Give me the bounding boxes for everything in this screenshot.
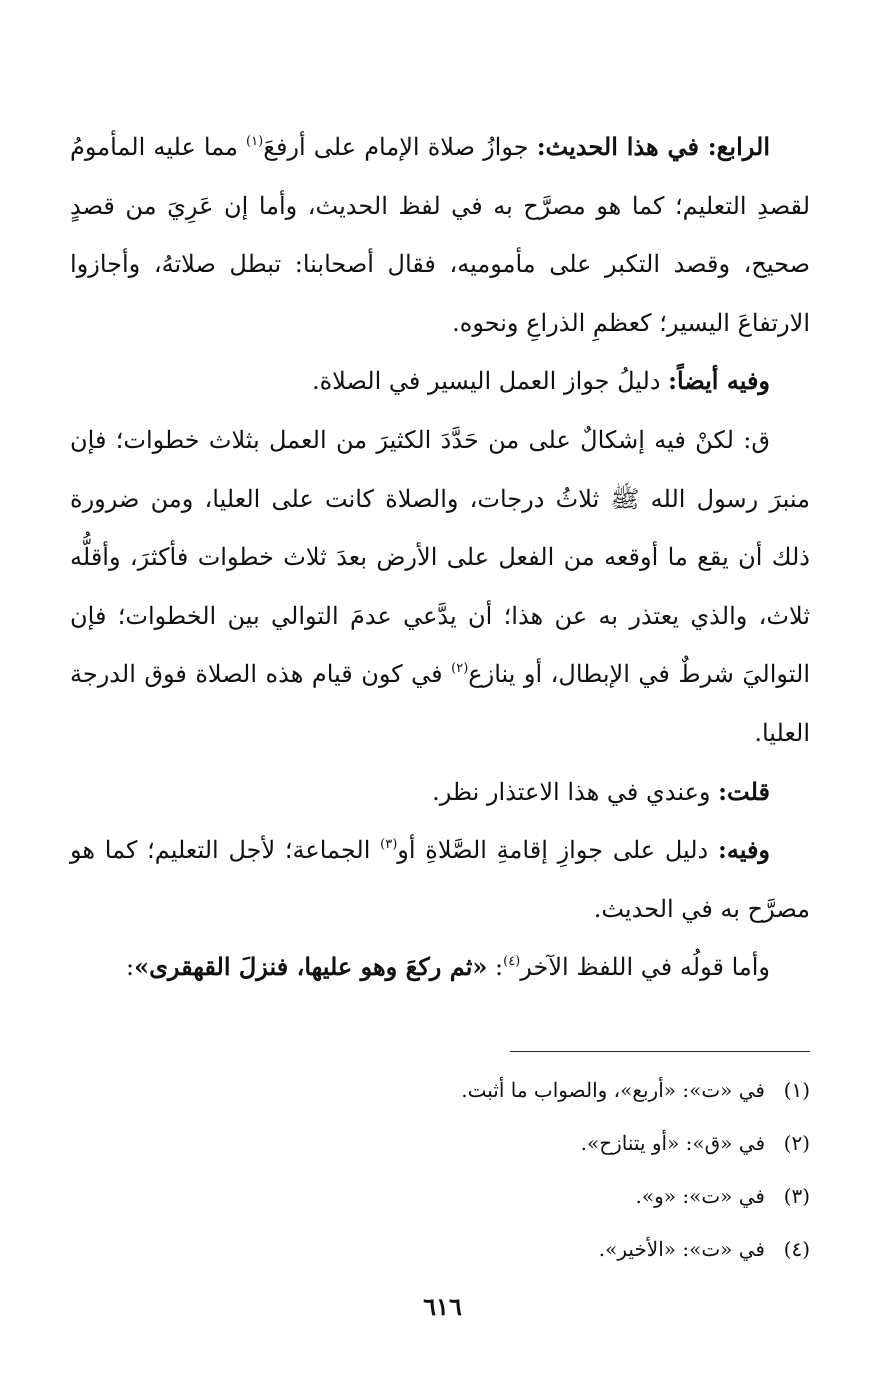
paragraph-2-text: دليلُ جواز العمل اليسير في الصلاة. xyxy=(311,367,669,396)
paragraph-2-label: وفيه أيضاً: xyxy=(668,366,770,396)
footnote-ref-2[interactable]: (٢) xyxy=(451,661,469,677)
footnote-ref-3[interactable]: (٣) xyxy=(380,837,398,853)
footnote-3-number: (٣) xyxy=(783,1184,810,1208)
paragraph-4 xyxy=(70,763,810,822)
paragraph-1 xyxy=(70,118,810,352)
paragraph-5-text-b: الجماعة؛ لأجل التعليم؛ كما هو مصرَّح به في الحديث. xyxy=(70,836,810,923)
paragraph-2 xyxy=(70,352,810,411)
paragraph-6-text-a: وأما قولُه في اللفظ الآخر xyxy=(520,953,770,982)
footnotes xyxy=(300,1064,810,1276)
footnote-2-number: (٢) xyxy=(783,1131,810,1155)
hadith-quote: «ثم ركعَ وهو عليها، فنزلَ القهقرى» xyxy=(134,952,488,982)
footnote-2-text: في «ق»: «أو يتنازح». xyxy=(580,1131,765,1155)
footnote-3 xyxy=(300,1170,810,1223)
footnote-ref-4[interactable]: (٤) xyxy=(503,954,521,970)
paragraph-4-text: وعندي في هذا الاعتذار نظر. xyxy=(432,777,719,806)
paragraph-6-text-b: : xyxy=(487,953,504,982)
footnote-4 xyxy=(300,1223,810,1276)
paragraph-5-label: وفيه: xyxy=(717,835,771,865)
footnote-4-text: في «ت»: «الأخير». xyxy=(598,1237,765,1261)
footnote-1-text: في «ت»: «أربع»، والصواب ما أثبت. xyxy=(461,1078,765,1102)
footnote-1-number: (١) xyxy=(783,1078,810,1102)
footnote-4-number: (٤) xyxy=(783,1237,810,1261)
paragraph-1-text-b: مما عليه المأمومُ لقصدِ التعليم؛ كما هو مصرَّح به في لفظ الحديث، وأما إن عَرِيَ من قصدٍ صحيح، وقصد التكبر على مأموميه، فقال أصحابنا: تبطل صلاتهُ، وأجازوا الارتفاعَ اليسير؛ كعظمِ الذراعِ ونحوه. xyxy=(70,133,811,337)
footnote-ref-1[interactable]: (١) xyxy=(246,134,264,149)
footnote-2 xyxy=(300,1117,810,1170)
paragraph-1-text-a: جوازُ صلاة الإمام على أرفعَ xyxy=(263,133,537,161)
main-text xyxy=(70,118,810,997)
paragraph-3 xyxy=(70,411,810,763)
paragraph-3-text-a: ق: لكنْ فيه إشكالٌ على من حَدَّدَ الكثيرَ من العمل بثلاث خطوات؛ فإن منبرَ رسول الله ﷺ ثلاثُ درجات، والصلاة كانت على العليا، ومن ضرورة ذلك أن يقع ما أوقعه من الفعل على الأرض بعدَ ثلاث خطوات فأكثرَ، وأقلُّه ثلاث، والذي يعتذر به عن هذا؛ أن يدَّعي عدمَ التوالي بين الخطوات؛ فإن التواليَ شرطٌ في الإبطال، أو ينازع xyxy=(70,425,810,689)
paragraph-6 xyxy=(70,938,810,997)
footnote-divider xyxy=(510,1051,810,1052)
paragraph-3-text-b: في كون قيام هذه الصلاة فوق الدرجة العليا. xyxy=(70,660,810,747)
paragraph-5 xyxy=(70,821,810,938)
page-number: ٦١٦ xyxy=(423,1292,462,1321)
footnote-3-text: في «ت»: «و». xyxy=(635,1184,765,1208)
paragraph-5-text-a: دليل على جوازِ إقامةِ الصَّلاةِ أو xyxy=(397,836,718,865)
footnote-1 xyxy=(300,1064,810,1117)
paragraph-4-label: قلت: xyxy=(718,776,770,806)
paragraph-6-text-c: : xyxy=(126,953,135,982)
paragraph-1-label: الرابع: في هذا الحديث: xyxy=(536,132,770,161)
